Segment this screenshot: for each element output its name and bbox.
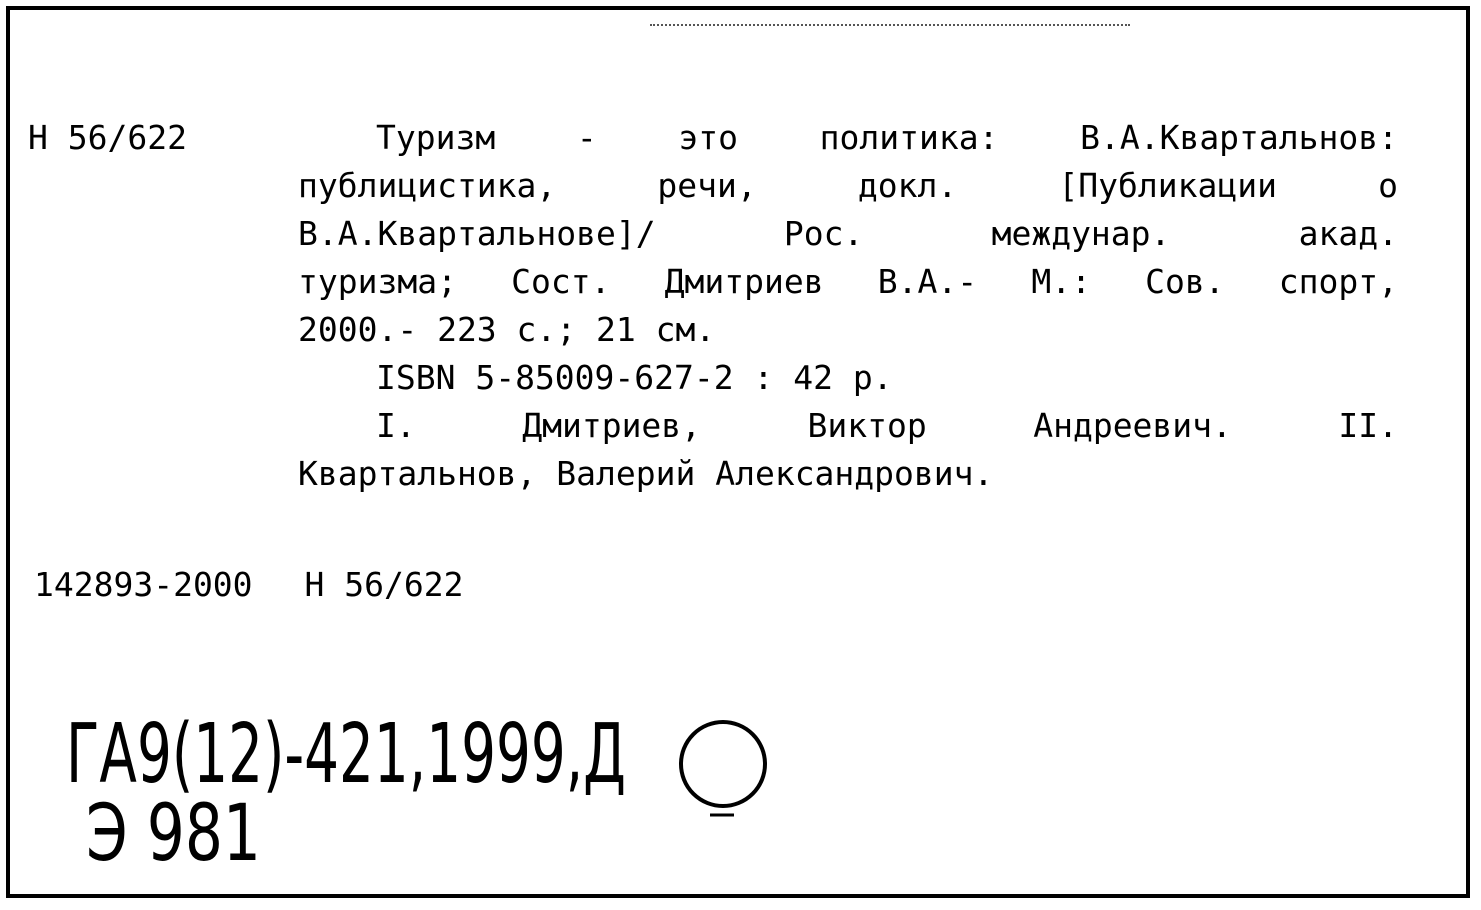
entry-line: публицистика, речи, докл. [Публикации о — [298, 166, 1398, 205]
entry-line: туризма; Сост. Дмитриев В.А.- М.: Сов. спорт, — [298, 262, 1398, 301]
entry-line: Квартальнов, Валерий Александрович. — [298, 454, 994, 493]
accession-line — [34, 563, 464, 607]
scan-noise — [650, 24, 1130, 26]
isbn-line: ISBN 5-85009-627-2 : 42 р. — [376, 358, 893, 397]
entry-line: Туризм - это политика: В.А.Квартальнов: — [376, 118, 1398, 157]
accession-number: 142893-2000 — [34, 565, 253, 604]
accession-shelf-mark: Н 56/622 — [304, 565, 464, 604]
handwritten-author-mark: Э 981 — [86, 789, 261, 879]
entry-line: I. Дмитриев, Виктор Андреевич. II. — [376, 406, 1398, 445]
entry-line: 2000.- 223 с.; 21 см. — [298, 310, 716, 349]
handwritten-classification: ГА9(12)-421,1999,Д — [66, 707, 626, 802]
entry-line: В.А.Квартальнове]/ Рос. междунар. акад. — [298, 214, 1398, 253]
bibliographic-entry — [298, 114, 1398, 498]
shelf-mark: Н 56/622 — [28, 118, 187, 157]
